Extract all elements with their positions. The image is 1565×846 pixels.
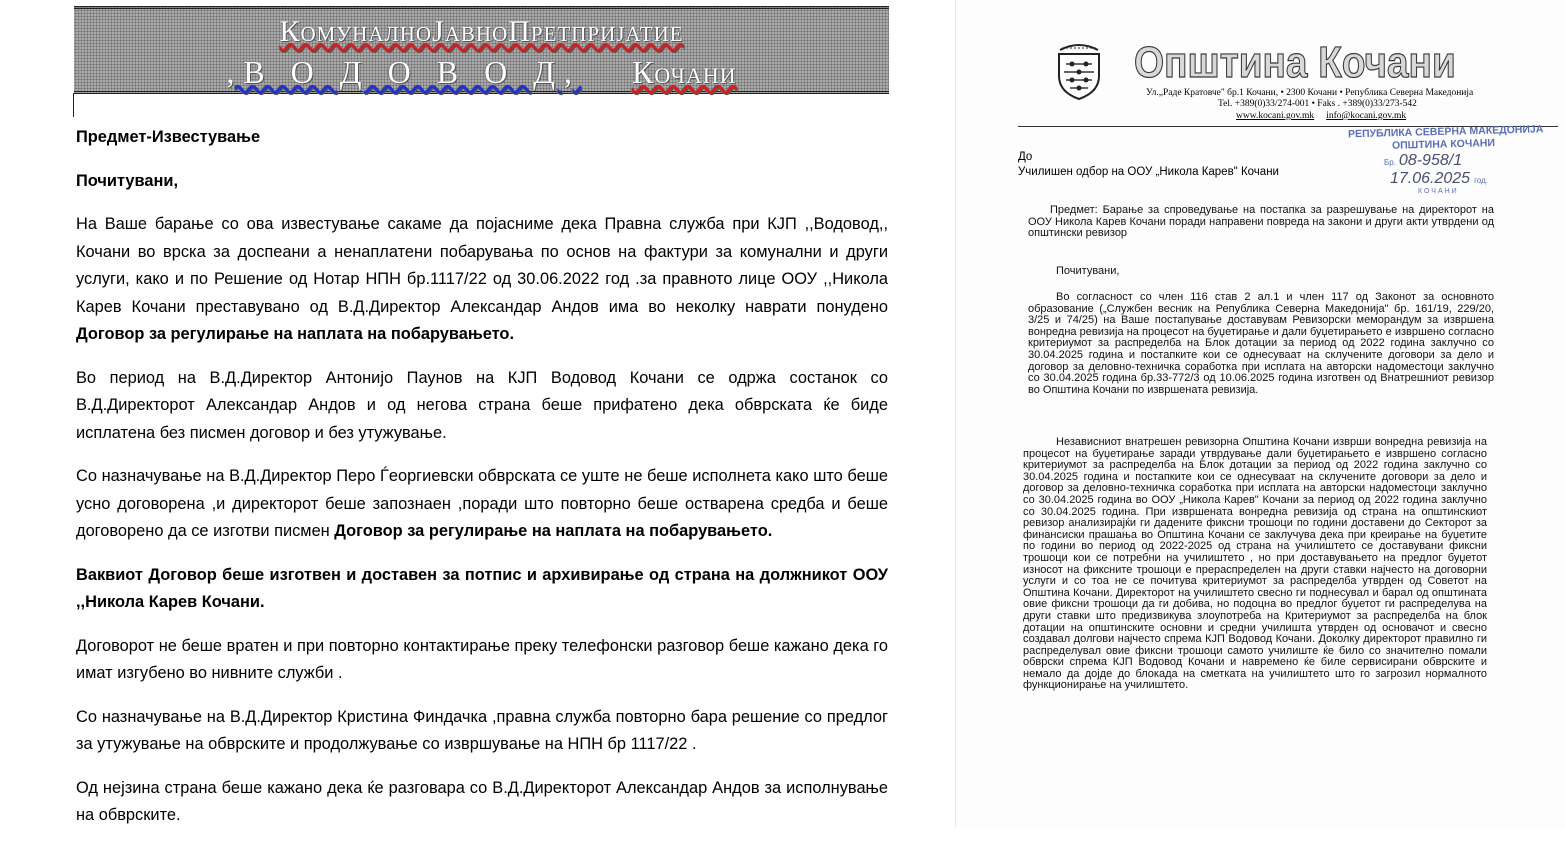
paragraph-1-text: На Ваше барање со ова известување сакаме да појасниме дека Правна служба при КЈП ,,Водовод,, Кочани во врска за доспеани а ненаплатени побарувања по основ на фактури за комунални и други услуги, како и по Решение од Нотар НПН бр.1117/22 од 30.06.2022 год .за правното лице ООУ ,,Никола Карев Кочани преставувано од В.Д.Директор Александар Андов има во неколку наврати понудено [76,215,888,316]
paragraph-6: Со назначување на В.Д.Директор Кристина Финдачка ,правна служба повторно бара решение со предлог за утужување на обврските и продолжување со извршување на НПН бр 1117/22 . [76,707,888,753]
stamp-date: 17.06.2025 [1390,170,1471,187]
stamp-year-suffix: год. [1474,176,1488,185]
stamp-date-row [1390,170,1528,188]
banner-company-type: КомуналноЈавноПретпријатие [279,15,684,48]
banner-enterprise: ,В О Д О В О Д, [226,54,581,90]
stamp-number-row [1384,152,1528,170]
margin-corner-mark [73,93,74,117]
banner-company-name [74,54,889,91]
letter-greeting: Почитувани, [76,171,179,190]
paragraph-5: Договорот не беше вратен и при повторно контактирање преку телефонски разговор беше кажано дека го имат изгубено во нивните служби . [76,636,888,682]
banner-city: Кочани [632,54,737,90]
recipient-line-2: Училишен одбор на ООУ „Никола Карев" Кочани [1018,166,1279,178]
paragraph-3-text: Со назначување на В.Д.Директор Перо Ѓеоргиевски обврската се уште не беше исполнета како што беше усно договорена ,и директорот беше запознаен ,поради што повторно беше остварена средба и беше договорено да се изготви писмен [76,467,888,540]
header-address: Ул.„Раде Кратовче" бр.1 Кочани, • 2300 Кочани • Република Северна Македонија [1146,88,1474,98]
letter-subject: Предмет-Известување [76,128,261,146]
paragraph-4: Ваквиот Договор беше изготвен и доставен за потпис и архивирање од страна на должникот ООУ ,,Никола Карев Кочани. [76,565,888,611]
coat-of-arms-icon [1056,42,1102,100]
left-letter-body [76,124,888,846]
paragraph-7: Од нејзина страна беше кажано дека ќе разговара со В.Д.Директорот Александар Андов за исполнување на обврските. [76,778,888,824]
municipality-title: Општина Кочани [1134,38,1456,87]
stamp-country: РЕПУБЛИКА СЕВЕРНА МАКЕДОНИЈА [1347,123,1544,141]
paragraph-1 [76,211,888,349]
header-phones: Tel. +389(0)33/274-001 • Faks . +389(0)33/273-542 [1218,99,1417,109]
stamp-number: 08-958/1 [1398,152,1463,169]
right-document-page [955,0,1565,827]
stamp-municipality: ОПШТИНА КОЧАНИ [1391,137,1496,152]
right-greeting: Почитувани, [1056,265,1120,277]
registry-stamp [1347,123,1544,195]
header-email: info@kocani.gov.mk [1326,111,1407,121]
header-website: www.kocani.gov.mk [1236,111,1315,121]
paragraph-2: Во период на В.Д.Директор Антонијо Паунов на КЈП Водовод Кочани се одржа состанок со В.Д.Директорот Александар Андов и од негова страна беше прифатено дека обврската ќе биде исплатена без писмен договор и без утужување. [76,368,888,442]
paragraph-1-bold: Договор за регулирање на наплата на побарувањето. [76,325,514,343]
letterhead-banner [74,6,889,94]
paragraph-3 [76,463,888,546]
right-subject: Предмет: Барање за спроведување на постапка за разрешување на директорот на ООУ Никола Карев Кочани поради направени повреда на закони и други акти утврдени од општински ревизор [1028,204,1494,240]
stamp-number-prefix: Бр. [1384,158,1396,167]
header-contacts [1236,111,1418,121]
right-paragraph-1: Во согласност со член 116 став 2 ал.1 и член 117 од Законот за основното образование („Службен весник на Република Северна Македонија" бр. 161/19, 229/20, 3/25 и 74/25) на Ваше постапување доставувам Ревизорски меморандум за извршена вонредна ревизија на процесот на буџетирање и дали буџетирањето е извршено согласно критериумот за распределба на Блок дотации за период од 2022 година заклучно со 30.04.2025 година и постапките кои се однесуваат на склучените договори за дело и договор за деловно-техничка соработка при исплата на авторски надоместоци заклучно со 30.04.2025 година бр.33-772/3 од 10.06.2025 година изготвен од Внатрешниот ревизор во Општина Кочани по извршената ревизија. [1028,291,1494,396]
paragraph-3-bold: Договор за регулирање на наплата на побарувањето. [334,522,773,540]
recipient-block [1018,150,1279,180]
right-paragraph-2: Независниот внатрешен ревизорна Општина Кочани изврши вонредна ревизија на процесот на буџетирање заради утврдување дали буџетирањето е извршено согласно критериумот за распределба на Блок дотации за период од 2022 година заклучно со 30.04.2025 година и постапките кои се однесуваат на склучените договори за дело и договор за деловно-техничка соработка при исплата на авторски надоместоци заклучно со 30.04.2025 година во ООУ „Никола Карев" Кочани за период од 2022 година заклучно со 30.04.2025 година. При извршената вонредна ревизија од страна на општинскиот ревизор анализирајќи ги дадените фиксни трошоци по години доставени до Секторот за финансиски прашања во Општина Кочани се заклучува дека при креирање на буџетите по години во период од 2022-2025 од страна на училиштето се доставувани фиксни трошоци кои се потребни на училиштето , но при доставувањето на предлог буџетот износот на фиксните трошоци е прераспределен на други ставки најчесто на договорни услуги и со тоа не се почитува критериумот за распределба утврден од Советот на Општина Кочани. Директорот на училиштето свесно ги поднесувал и барал од општината овие фиксни трошоци да ги добива, но подоцна во предлог буџетот ги распределува на други ставки што предизвикува злоупотреба на Критериумот за распределба на блок дотации на општинските основни и средни училишта утврден од основачот и свесно создавал долгови најчесто спрема КЈП Водовод Кочани. Доколку директорот правилно ги распределувал овие фиксни трошоци самото училиште ќе било со значително помали обврски спрема КЈП Водовод Кочани и навремено ќе биле сервисирани обврските и немало да дојде до блокада на сметката на училиштето што го загрозил нормалното функционирање на училиштето. [1023,436,1487,692]
recipient-line-1: До [1018,151,1033,163]
stamp-city: КОЧАНИ [1418,188,1459,195]
